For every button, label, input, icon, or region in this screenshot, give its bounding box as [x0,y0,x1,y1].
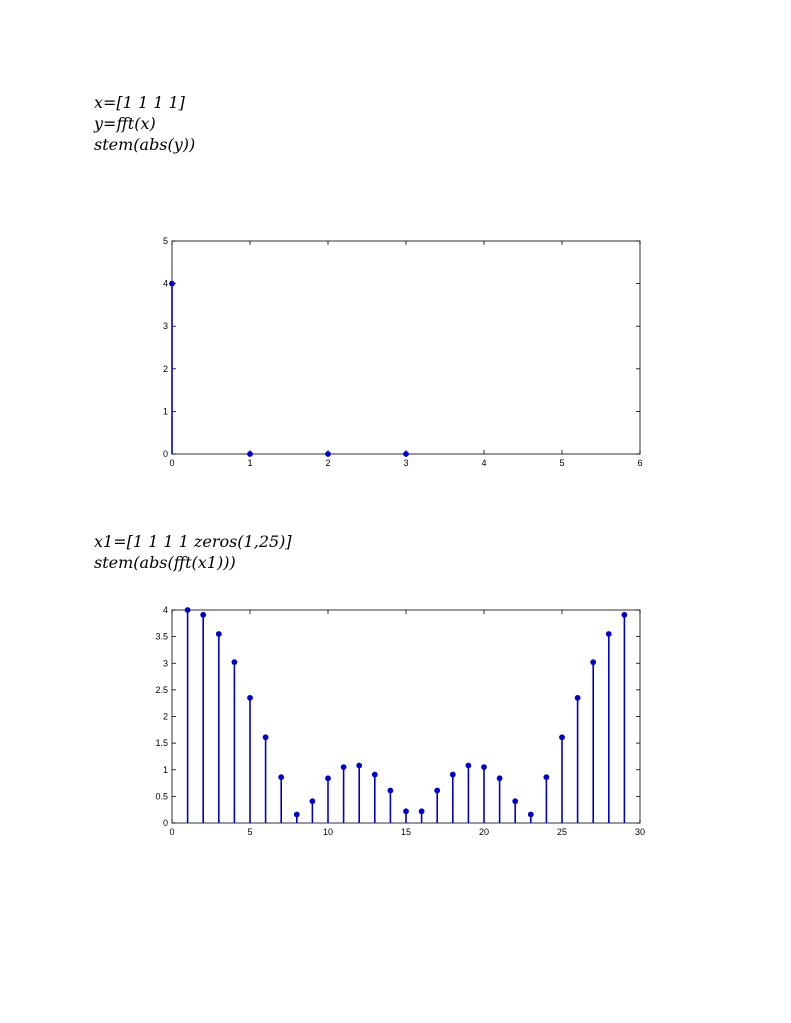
stem-marker [325,776,330,781]
stem-marker [559,735,564,740]
y-tick-label: 3 [162,321,168,332]
x-tick-label: 10 [322,827,334,837]
x-tick-label: 4 [481,458,487,468]
stem-marker [372,772,377,777]
code-line: y=fft(x) [94,114,156,133]
stem-marker [216,631,221,636]
stem-marker [388,788,393,793]
x-tick-label: 5 [559,458,565,468]
y-tick-label: 5 [162,236,168,246]
y-tick-label: 4 [162,278,168,289]
y-tick-label: 4 [162,605,168,615]
code-line: x=[1 1 1 1] [94,93,185,112]
stem-marker [544,775,549,780]
stem-marker [497,776,502,781]
stem-marker [357,763,362,768]
code-line: x1=[1 1 1 1 zeros(1,25)] [94,532,292,551]
x-tick-label: 20 [478,827,490,837]
y-tick-label: 2 [162,711,168,722]
y-tick-label: 3.5 [155,631,168,642]
stem-marker [263,735,268,740]
stem-marker [232,660,237,665]
stem-marker [294,812,299,817]
stem-marker [419,809,424,814]
x-tick-label: 3 [403,458,409,468]
x-tick-label: 0 [169,827,175,837]
stem-marker [341,764,346,769]
stem-marker [513,799,518,804]
stem-marker [247,695,252,700]
stem-marker [403,809,408,814]
stem-marker [310,799,315,804]
stem-marker [185,607,190,612]
stem-marker [435,788,440,793]
stem-marker [201,612,206,617]
x-tick-label: 6 [637,458,643,468]
stem-marker [450,772,455,777]
x-tick-label: 1 [247,458,253,468]
code-line: stem(abs(y)) [94,135,196,154]
stem-marker [606,631,611,636]
y-tick-label: 0 [162,818,168,828]
y-tick-label: 0 [162,449,168,459]
axes-frame [172,610,640,823]
x-tick-label: 30 [634,827,646,837]
y-tick-label: 1 [162,406,168,417]
x-tick-label: 15 [400,827,412,837]
y-tick-label: 0.5 [155,791,168,802]
stem-marker [481,764,486,769]
stem-marker [528,812,533,817]
stem-marker [279,775,284,780]
stem-marker [575,695,580,700]
x-tick-label: 25 [556,827,568,837]
x-tick-label: 5 [247,827,253,837]
y-tick-label: 2.5 [155,684,168,695]
y-tick-label: 2 [162,363,168,374]
stem-marker [591,660,596,665]
stem-marker [622,612,627,617]
code-line: stem(abs(fft(x1))) [94,553,236,572]
x-tick-label: 2 [325,458,331,468]
y-tick-label: 1 [162,764,168,775]
y-tick-label: 1.5 [155,738,168,749]
x-tick-label: 0 [169,458,175,468]
y-tick-label: 3 [162,658,168,669]
stem-marker [466,763,471,768]
